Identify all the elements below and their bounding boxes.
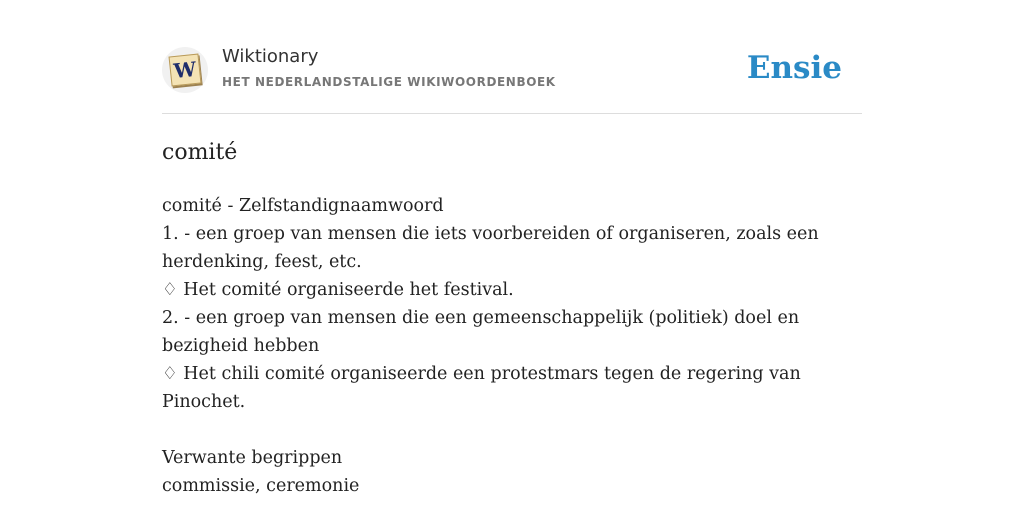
logo-tile: W (169, 54, 202, 87)
example-2: ♢ Het chili comité organiseerde een protestmars tegen de regering van Pinochet. (162, 364, 801, 412)
section-spacer (162, 416, 862, 444)
example-1: ♢ Het comité organiseerde het festival. (162, 280, 514, 300)
page-container (162, 0, 862, 500)
site-tagline: HET NEDERLANDSTALIGE WIKIWOORDENBOEK (222, 75, 556, 89)
related-heading: Verwante begrippen (162, 448, 343, 468)
site-name[interactable]: Wiktionary (222, 46, 319, 67)
word-class: comité - Zelfstandignaamwoord (162, 196, 444, 216)
ensie-brand-link[interactable]: Ensie (746, 50, 842, 86)
entry-content (162, 192, 862, 500)
definition-2: 2. - een groep van mensen die een gemeenschappelijk (politiek) doel en bezigheid hebben (162, 308, 800, 356)
definition-1: 1. - een groep van mensen die iets voorbereiden of organiseren, zoals een herdenking, feest, etc. (162, 224, 819, 272)
wiktionary-logo-icon[interactable] (162, 47, 208, 93)
related-terms: commissie, ceremonie (162, 476, 360, 496)
site-header (162, 0, 862, 114)
entry-title: comité (162, 140, 238, 165)
